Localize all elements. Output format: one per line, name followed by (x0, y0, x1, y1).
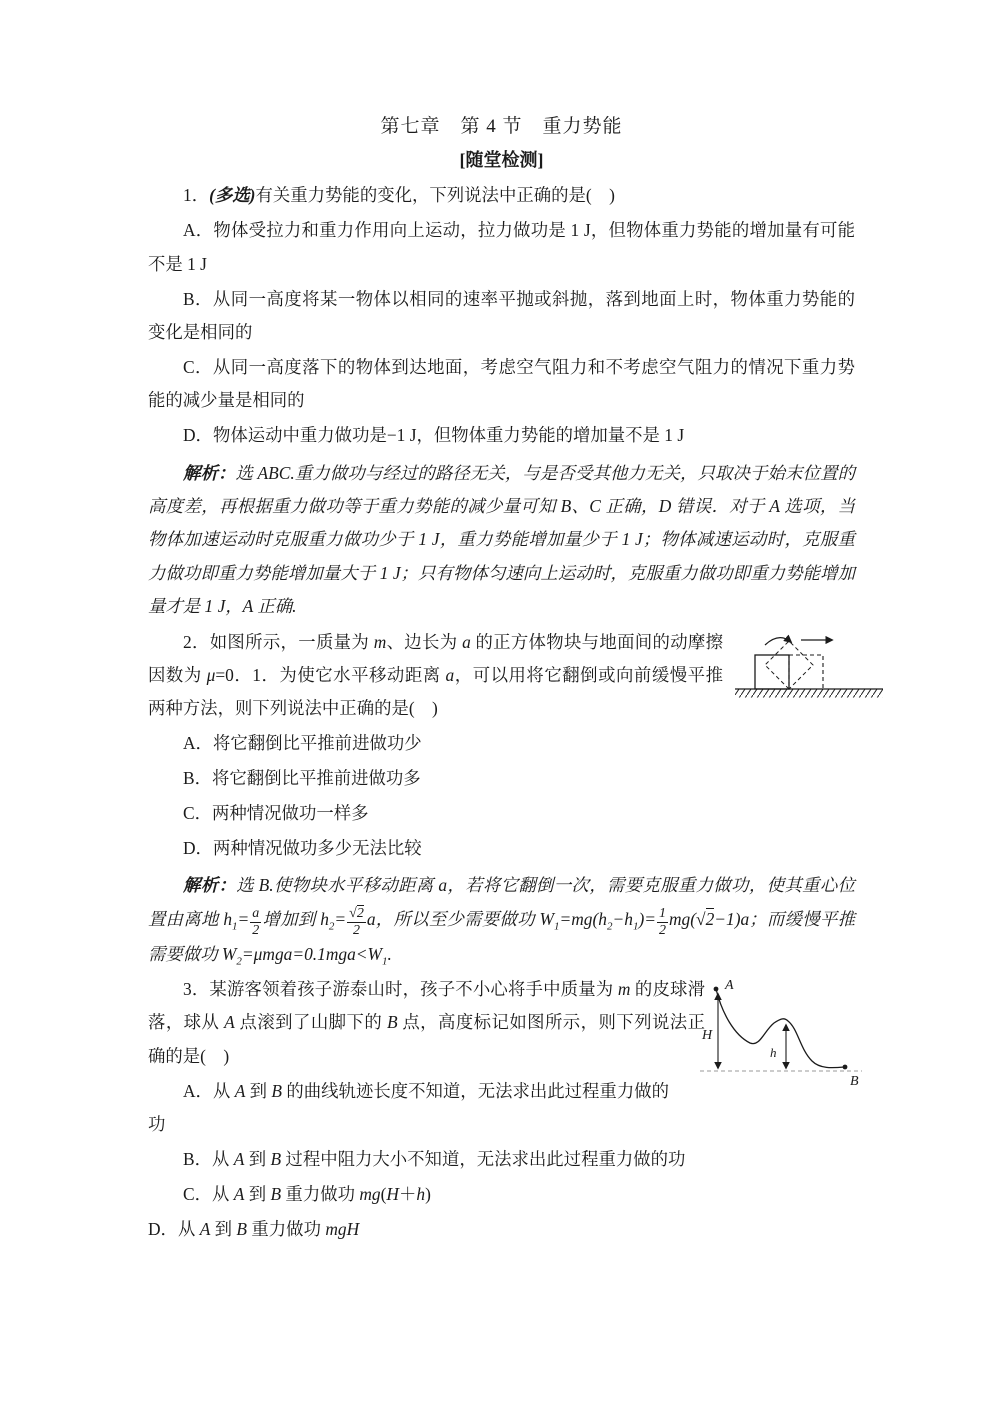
point-b-dot (843, 1064, 848, 1069)
text-segment: C．两种情况做功一样多 (183, 803, 369, 824)
block-tipping-diagram (735, 632, 883, 714)
text-segment: h (416, 1183, 426, 1204)
label-h: h (770, 1044, 777, 1060)
text-segment: = (241, 943, 254, 964)
text-segment: 点滚到了山脚下的 (234, 1012, 387, 1033)
text-segment: a (366, 908, 376, 929)
text-segment: 第七章 第 4 节 重力势能 (380, 115, 623, 137)
text-segment: A (233, 1148, 245, 1169)
text-segment: a (462, 631, 471, 652)
text-segment: a (438, 875, 448, 896)
text-segment: C．从 (183, 1183, 234, 1204)
text-segment: ，可以用将它翻倒或向前缓慢平推两种方法，则下列说法中正确的是( ) (148, 665, 723, 719)
rotation-arc-arrow (765, 637, 791, 644)
text-segment: ＋ (398, 1183, 417, 1204)
text-segment: mgH (325, 1218, 360, 1239)
subscript: 1 (632, 920, 639, 933)
fraction: $\frac{1}{2}$ (658, 906, 666, 938)
text-segment: B (270, 1183, 282, 1204)
text-segment: 重力做功 (247, 1218, 326, 1239)
q2-option-a (148, 727, 855, 760)
text-segment: A (234, 1080, 246, 1101)
section-header (148, 144, 855, 177)
q3-option-d (148, 1213, 855, 1246)
q3-stem (148, 973, 705, 1073)
q3-option-b (148, 1143, 855, 1176)
text-segment: 3．某游客领着孩子游泰山时，孩子不小心将手中质量为 (183, 978, 618, 999)
text-segment: 点，高度标记如图所示，则下列说法正确的是( ) (148, 1012, 705, 1066)
fraction: $\frac{a}{2}$ (252, 906, 260, 938)
section-question-1 (148, 110, 855, 624)
text-segment: A．从 (183, 1080, 235, 1101)
q2-option-b (148, 762, 855, 795)
question-3-figure (698, 975, 870, 1093)
text-segment: =0．1．为使它水平移动距离 (215, 665, 446, 685)
text-segment: 的皮球滑落，球从 (148, 978, 705, 1033)
text-segment: μmga (253, 943, 293, 964)
text-segment: = (237, 908, 250, 929)
text-segment: ，所以至少需要做功 (375, 908, 540, 929)
page-title (148, 110, 855, 143)
text-segment: 2．如图所示，一质量为 (183, 631, 374, 652)
text-segment: ) (425, 1183, 431, 1204)
text-segment: [随堂检测] (459, 150, 544, 171)
text-segment: A．物体受拉力和重力作用向上运动，拉力做功是 1 J，但物体重力势能的增加量有可能不是 1 J (148, 220, 855, 274)
text-segment: 、边长为 (386, 631, 463, 652)
text-segment: D．物体运动中重力做功是−1 J，但物体重力势能的增加量不是 1 J (183, 425, 685, 446)
label-A: A (725, 977, 734, 993)
subscript: 1 (232, 920, 238, 933)
text-segment: m (617, 978, 631, 999)
radical: √2 (696, 908, 715, 929)
text-segment: ( (592, 908, 599, 929)
text-segment: h (320, 908, 329, 929)
subscript: 1 (553, 920, 560, 933)
text-segment: B (386, 1012, 398, 1033)
text-segment: ；而缓慢平推需要做功 (148, 908, 855, 964)
text-segment: mg (668, 908, 691, 929)
subscript: 2 (328, 920, 335, 933)
text-segment: = (334, 908, 347, 929)
text-segment: D．两种情况做功多少无法比较 (183, 838, 422, 859)
text-segment: B (236, 1218, 248, 1239)
text-segment: a (445, 665, 455, 685)
hill-slope-curve (716, 989, 845, 1068)
q1-option-c (148, 351, 855, 418)
text-segment: ( (690, 908, 697, 929)
text-segment: B (270, 1148, 282, 1169)
text-segment: (多选) (209, 185, 256, 206)
text-segment: 到 (244, 1148, 271, 1169)
text-segment: = (559, 908, 572, 929)
text-segment: 的曲线轨迹长度不知道，无法求出此过程重力做的 (282, 1080, 669, 1101)
subscript: 2 (607, 920, 613, 933)
text-segment: W (539, 908, 554, 929)
text-segment: < (355, 943, 368, 964)
q1-stem (148, 179, 855, 212)
text-segment: 到 (245, 1080, 272, 1101)
q2-option-c (148, 797, 855, 830)
q1-option-a (148, 214, 855, 281)
text-segment: h (598, 908, 607, 929)
text-segment: μ (206, 665, 216, 685)
ground-hatching (735, 689, 883, 697)
text-segment: mg (571, 908, 593, 929)
question-2-figure (735, 632, 883, 714)
text-segment: D．从 (148, 1218, 200, 1239)
text-segment: mg (359, 1183, 381, 1204)
text-segment: 过程中阻力大小不知道，无法求出此过程重力做的功 (281, 1148, 686, 1169)
text-segment: 到 (244, 1183, 271, 1204)
section-question-2-options (148, 727, 855, 971)
point-a-dot (714, 986, 719, 991)
text-segment: )= (638, 908, 656, 929)
text-segment: A (224, 1012, 235, 1033)
subscript: 1 (382, 955, 388, 968)
text-segment: B．从同一高度将某一物体以相同的速率平抛或斜抛，落到地面上时，物体重力势能的变化是相同的 (148, 288, 855, 342)
text-segment: W (221, 943, 237, 964)
text-segment: A．将它翻倒比平推前进做功少 (183, 733, 422, 754)
text-segment: =0.1 (292, 943, 326, 964)
q1-solution (148, 457, 855, 624)
text-segment: C．从同一高度落下的物体到达地面，考虑空气阻力和不考虑空气阻力的情况下重力势能的减少量是相同的 (148, 356, 855, 411)
text-segment: m (373, 631, 387, 652)
text-segment: B．将它翻倒比平推前进做功多 (183, 768, 421, 789)
section-question-2-stem (148, 626, 855, 726)
q1-option-d (148, 419, 855, 452)
text-segment: 到 (210, 1218, 237, 1239)
text-segment: ，若将它翻倒一次，需要克服重力做功，使其重心位置由离地 (148, 875, 855, 929)
text-segment: mga (325, 943, 356, 964)
q1-option-b (148, 283, 855, 350)
text-segment: a (740, 908, 750, 929)
text-segment: H (386, 1183, 399, 1204)
text-segment: 1． (183, 185, 210, 206)
text-segment: 的正方体物块与地面间的动摩擦因数为 (148, 631, 723, 685)
text-segment: B．从 (183, 1148, 234, 1169)
text-segment: 选 ABC.重力做功与经过的路径无关，与是否受其他力无关，只取决于始末位置的高度差，再根据重力做功等于重力势能的减少量可知 B、C 正确，D 错误．对于 A 选项，当物体加速运动时克服重力做功少于 1 J，重力势能增加量少于 1 J；物体减速运动时，克服重力做功即重力势能增加量大于 1 J；只有物体匀速向上运动时，克服重力做功即重力势能增加量才是 1 J，A 正确. (148, 462, 855, 617)
text-segment: W (367, 943, 383, 964)
text-segment: 选 B.使物块水平移动距离 (236, 875, 439, 896)
q2-stem (148, 626, 723, 726)
hill-height-diagram (698, 975, 870, 1093)
text-segment: 解析： (183, 462, 236, 483)
text-segment: − (612, 908, 625, 929)
text-segment: 解析： (183, 875, 237, 896)
text-segment: A (199, 1218, 211, 1239)
q2-option-d (148, 832, 855, 865)
text-segment: B (271, 1080, 283, 1101)
text-segment: h (223, 908, 233, 929)
section-question-3-options (148, 1143, 855, 1246)
text-segment: −1) (714, 908, 741, 929)
text-segment: 重力做功 (281, 1183, 360, 1204)
subscript: 2 (236, 955, 242, 968)
q3-option-c (148, 1178, 855, 1211)
text-segment: 有关重力势能的变化，下列说法中正确的是( ) (255, 185, 615, 206)
label-H: H (702, 1027, 713, 1043)
fraction: $\frac{√2}{2}$ (349, 906, 364, 938)
text-segment: 增加到 (262, 908, 321, 929)
section-question-3-stem (148, 973, 859, 1142)
text-segment: A (233, 1183, 245, 1204)
label-B: B (850, 1073, 859, 1089)
text-segment: h (624, 908, 633, 929)
q2-solution (148, 869, 855, 971)
text-segment: ( (380, 1183, 387, 1204)
text-segment: 功 (148, 1113, 166, 1134)
q3-option-a (148, 1075, 705, 1142)
text-segment: . (387, 943, 392, 964)
